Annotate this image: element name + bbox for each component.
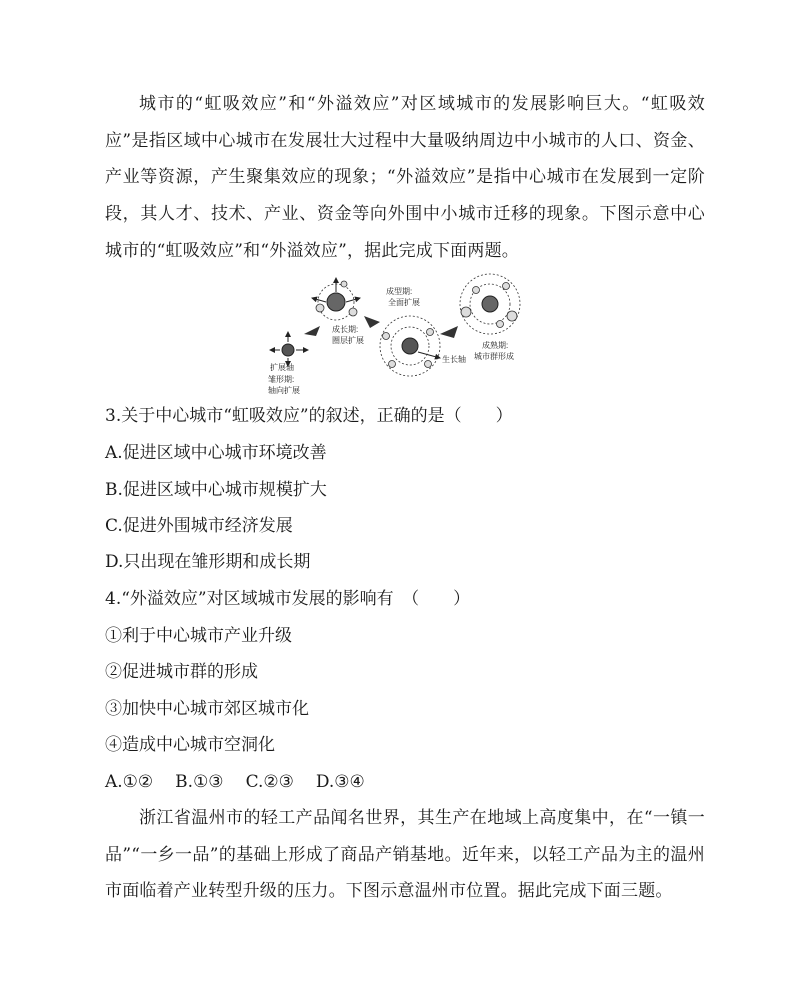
stage-growth-graphic (312, 278, 360, 320)
q4-option-b[interactable]: B.①③ (175, 772, 224, 792)
transition-arrow-1 (304, 326, 320, 336)
q4-option-a[interactable]: A.①② (105, 772, 154, 792)
question-4-stem: 4.“外溢效应”对区域城市发展的影响有 （ ） (105, 589, 471, 609)
q4-item-4: ④造成中心城市空洞化 (105, 735, 275, 755)
stage-embryo-graphic (270, 332, 308, 366)
transition-arrow-3 (440, 326, 458, 338)
label-formed-1: 成型期: (386, 287, 413, 296)
label-axis-expand: 扩展轴 (270, 363, 294, 372)
q4-item-3: ③加快中心城市郊区城市化 (105, 699, 309, 719)
transition-arrow-2 (364, 316, 380, 328)
q4-item-1: ①利于中心城市产业升级 (105, 626, 292, 646)
label-embryo-2: 轴向扩展 (268, 386, 300, 395)
q3-option-d[interactable]: D.只出现在雏形期和成长期 (105, 552, 311, 572)
passage-intro-2: 浙江省温州市的轻工产品闻名世界，其生产在地域上高度集中，在“一镇一品”“一乡一品”的基础上形成了商品产销基地。近年来，以轻工产品为主的温州市面临着产业转型升级的压力。下图示意温州市位置。据此完成下面三题。 (105, 808, 705, 902)
q4-option-d[interactable]: D.③④ (315, 772, 365, 792)
city-effect-diagram-svg (260, 272, 542, 396)
question-3-stem: 3.关于中心城市“虹吸效应”的叙述，正确的是（ ） (105, 406, 513, 426)
label-axis-growth: 生长轴 (442, 355, 466, 364)
q3-option-c[interactable]: C.促进外围城市经济发展 (105, 516, 293, 536)
label-mature-1: 成熟期: (482, 341, 509, 350)
q4-item-2: ②促进城市群的形成 (105, 662, 258, 682)
stage-formed-graphic (380, 316, 440, 376)
q4-option-c[interactable]: C.②③ (245, 772, 294, 792)
label-growth-2: 圈层扩展 (332, 336, 364, 345)
label-growth-1: 成长期: (332, 325, 359, 334)
q3-option-a[interactable]: A.促进区域中心城市环境改善 (105, 443, 327, 463)
q4-options-row (105, 770, 365, 794)
passage-intro-1: 城市的“虹吸效应”和“外溢效应”对区域城市的发展影响巨大。“虹吸效应”是指区域中心城市在发展壮大过程中大量吸纳周边中小城市的人口、资金、产业等资源，产生聚集效应的现象；“外溢效应”是指中心城市在发展到一定阶段，其人才、技术、产业、资金等向外围中小城市迁移的现象。下图示意中心城市的“虹吸效应”和“外溢效应”，据此完成下面两题。 (105, 94, 705, 261)
label-mature-2: 城市群形成 (474, 352, 514, 361)
label-embryo-1: 雏形期: (268, 375, 295, 384)
q3-option-b[interactable]: B.促进区域中心城市规模扩大 (105, 480, 327, 500)
city-effect-diagram (260, 272, 542, 396)
label-formed-2: 全面扩展 (388, 298, 420, 307)
stage-mature-graphic (460, 274, 520, 334)
